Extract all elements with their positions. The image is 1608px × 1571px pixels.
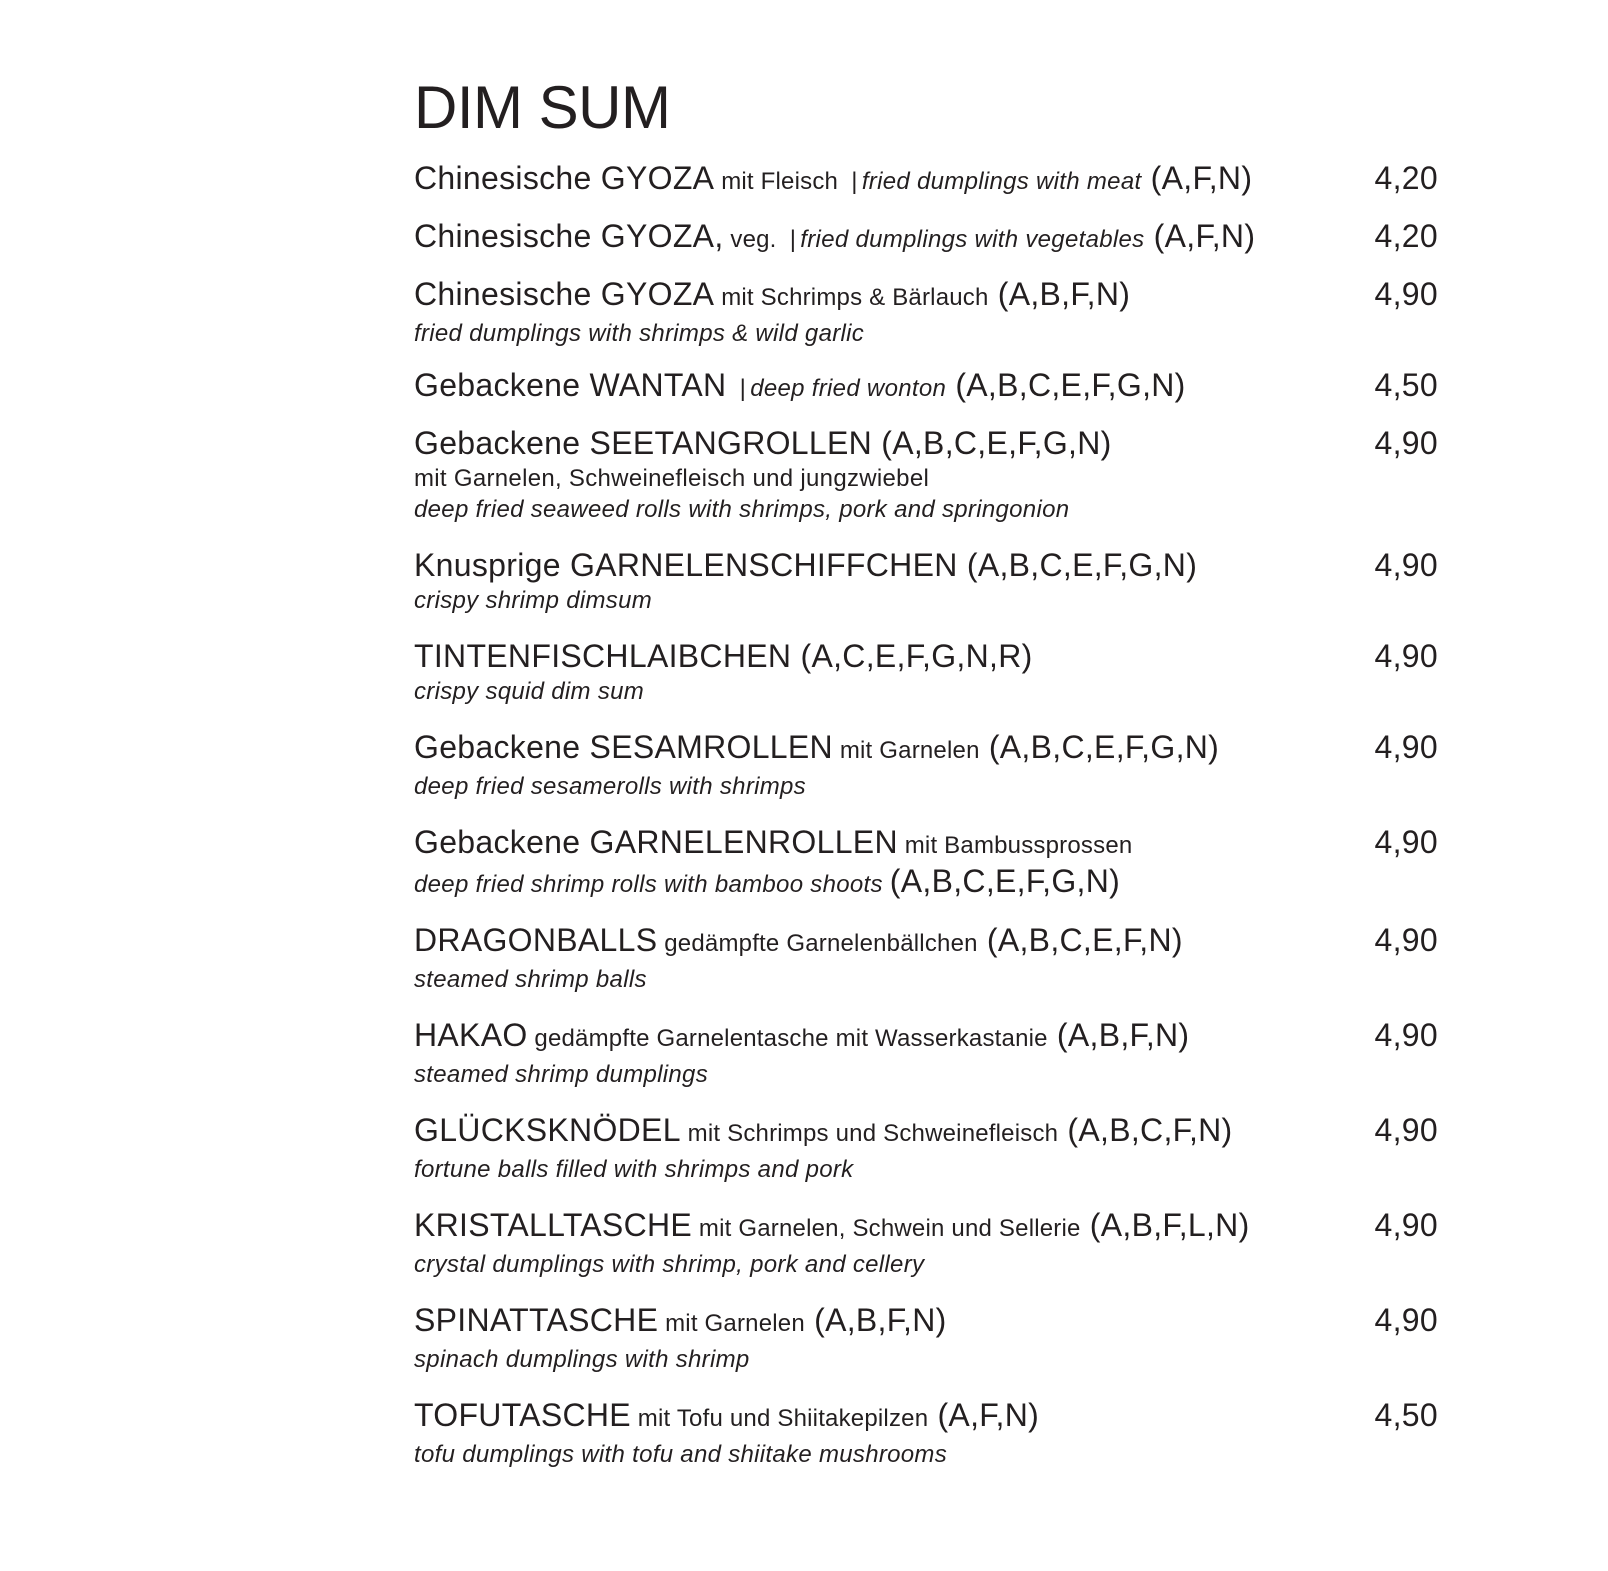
menu-item <box>414 1015 1438 1090</box>
item-description-en-text: crispy shrimp dimsum <box>414 587 653 614</box>
item-price: 4,90 <box>1374 1112 1438 1148</box>
item-description-en-text: steamed shrimp dumplings <box>414 1061 708 1088</box>
item-price: 4,50 <box>1374 1397 1438 1433</box>
item-description-en <box>414 676 1348 707</box>
item-description-de: mit Fleisch <box>714 168 839 195</box>
item-allergens: (A,F,N) <box>1153 218 1256 254</box>
item-allergens: (A,B,C,E,F,G,N) <box>881 425 1112 461</box>
item-price: 4,90 <box>1374 1207 1438 1243</box>
separator: | <box>739 375 747 402</box>
item-price: 4,20 <box>1374 218 1438 254</box>
item-description-de: mit Garnelen, Schweinefleisch und jungzwiebel <box>414 465 930 492</box>
menu-item <box>414 158 1438 202</box>
item-description-de: mit Schrimps & Bärlauch <box>714 284 989 311</box>
menu-item-list <box>414 158 1438 1470</box>
item-description-en <box>414 771 1348 802</box>
item-allergens: (A,B,F,N) <box>997 276 1131 312</box>
separator: | <box>789 226 797 253</box>
item-price: 4,90 <box>1374 824 1438 860</box>
menu-item <box>414 1110 1438 1185</box>
item-title-line <box>414 1205 1348 1249</box>
item-title-line <box>414 636 1348 676</box>
item-name: DRAGONBALLS <box>414 922 658 958</box>
item-description-en <box>414 1249 1348 1280</box>
item-description-en <box>414 863 1348 900</box>
item-name: Chinesische GYOZA <box>414 160 715 196</box>
item-name: Chinesische GYOZA, <box>414 218 724 254</box>
item-price: 4,90 <box>1374 1302 1438 1338</box>
item-title-line <box>414 920 1348 964</box>
item-title-line <box>414 1015 1348 1059</box>
page-title: DIM SUM <box>414 74 671 141</box>
item-description-de: mit Garnelen <box>832 737 980 764</box>
item-title-line <box>414 216 1348 260</box>
item-allergens: (A,B,F,L,N) <box>1089 1207 1250 1243</box>
item-price: 4,90 <box>1374 922 1438 958</box>
item-price: 4,90 <box>1374 1017 1438 1053</box>
item-allergens: (A,B,C,E,F,G,N) <box>955 367 1186 403</box>
item-price: 4,90 <box>1374 276 1438 312</box>
item-description-en <box>414 1059 1348 1090</box>
item-name: Gebackene WANTAN <box>414 367 727 403</box>
item-name: Knusprige GARNELENSCHIFFCHEN <box>414 547 958 583</box>
item-name: Gebackene GARNELENROLLEN <box>414 824 898 860</box>
item-price: 4,90 <box>1374 547 1438 583</box>
menu-item <box>414 423 1438 525</box>
menu-item <box>414 1300 1438 1375</box>
item-description-de: gedämpfte Garnelentasche mit Wasserkastanie <box>527 1025 1048 1052</box>
item-description-en <box>414 318 1348 349</box>
item-description-de: mit Bambussprossen <box>897 832 1133 859</box>
item-description-en: fried dumplings with meat <box>861 168 1142 195</box>
item-price: 4,90 <box>1374 638 1438 674</box>
item-name: KRISTALLTASCHE <box>414 1207 693 1243</box>
item-description-en-text: deep fried sesamerolls with shrimps <box>414 773 806 800</box>
item-allergens: (A,B,F,N) <box>1056 1017 1190 1053</box>
item-description-en-text: fried dumplings with shrimps & wild garlic <box>414 320 865 347</box>
item-name: Gebackene SEETANGROLLEN <box>414 425 873 461</box>
menu-item <box>414 545 1438 616</box>
item-description-en-text: spinach dumplings with shrimp <box>414 1346 750 1373</box>
item-title-line <box>414 545 1348 585</box>
item-name: Gebackene SESAMROLLEN <box>414 729 833 765</box>
item-description-en <box>414 494 1348 525</box>
item-title-line <box>414 1300 1348 1344</box>
menu-item <box>414 636 1438 707</box>
item-title-line <box>414 822 1348 866</box>
item-title-line <box>414 727 1348 771</box>
item-title-line <box>414 365 1348 409</box>
item-description-en <box>414 585 1348 616</box>
item-price: 4,50 <box>1374 367 1438 403</box>
item-description-de: mit Schrimps und Schweinefleisch <box>680 1120 1059 1147</box>
item-description-en <box>414 1154 1348 1185</box>
item-price: 4,90 <box>1374 729 1438 765</box>
item-description-en <box>414 1344 1348 1375</box>
item-description-de: mit Garnelen, Schwein und Sellerie <box>692 1215 1081 1242</box>
item-name: GLÜCKSKNÖDEL <box>414 1112 681 1148</box>
item-description-en-text: crystal dumplings with shrimp, pork and cellery <box>414 1251 925 1278</box>
menu-item <box>414 365 1438 409</box>
item-allergens: (A,B,C,F,N) <box>1067 1112 1233 1148</box>
item-title-line <box>414 158 1348 202</box>
item-description-en-text: deep fried shrimp rolls with bamboo shoots <box>414 871 883 898</box>
item-allergens: (A,C,E,F,G,N,R) <box>800 638 1033 674</box>
item-name: HAKAO <box>414 1017 528 1053</box>
item-title-line <box>414 274 1348 318</box>
item-name: SPINATTASCHE <box>414 1302 659 1338</box>
menu-item <box>414 822 1438 900</box>
item-title-line <box>414 1395 1348 1439</box>
item-description-en: deep fried wonton <box>750 375 947 402</box>
item-price: 4,20 <box>1374 160 1438 196</box>
menu-item <box>414 920 1438 995</box>
menu-item <box>414 727 1438 802</box>
item-title-line <box>414 1110 1348 1154</box>
item-description-en-text: crispy squid dim sum <box>414 678 645 705</box>
item-allergens: (A,B,C,E,F,N) <box>986 922 1183 958</box>
item-description-en: fried dumplings with vegetables <box>800 226 1145 253</box>
item-description-de: mit Tofu und Shiitakepilzen <box>630 1405 929 1432</box>
item-title-line <box>414 423 1348 463</box>
item-name: Chinesische GYOZA <box>414 276 715 312</box>
item-name: TINTENFISCHLAIBCHEN <box>414 638 792 674</box>
menu-page <box>414 72 1438 1490</box>
item-allergens: (A,B,F,N) <box>814 1302 947 1338</box>
item-description-en-text: deep fried seaweed rolls with shrimps, pork and springonion <box>414 496 1070 523</box>
item-allergens: (A,B,C,E,F,G,N) <box>889 863 1121 899</box>
item-description-en <box>414 964 1348 995</box>
item-description-de: veg. <box>723 226 777 253</box>
menu-item <box>414 216 1438 260</box>
item-allergens: (A,F,N) <box>1150 160 1253 196</box>
menu-item <box>414 1395 1438 1470</box>
separator: | <box>851 168 858 195</box>
menu-item <box>414 274 1438 349</box>
item-description-de: gedämpfte Garnelenbällchen <box>657 930 978 957</box>
item-allergens: (A,B,C,E,F,G,N) <box>988 729 1220 765</box>
item-allergens: (A,F,N) <box>937 1397 1040 1433</box>
menu-item <box>414 1205 1438 1280</box>
item-name: TOFUTASCHE <box>414 1397 631 1433</box>
item-description-en <box>414 1439 1348 1470</box>
item-description-en-text: steamed shrimp balls <box>414 966 647 993</box>
item-description-en-text: tofu dumplings with tofu and shiitake mushrooms <box>414 1441 948 1468</box>
item-price: 4,90 <box>1374 425 1438 461</box>
item-allergens: (A,B,C,E,F,G,N) <box>966 547 1198 583</box>
item-description-de: mit Garnelen <box>658 1310 805 1337</box>
item-description-en-text: fortune balls filled with shrimps and pork <box>414 1156 854 1183</box>
